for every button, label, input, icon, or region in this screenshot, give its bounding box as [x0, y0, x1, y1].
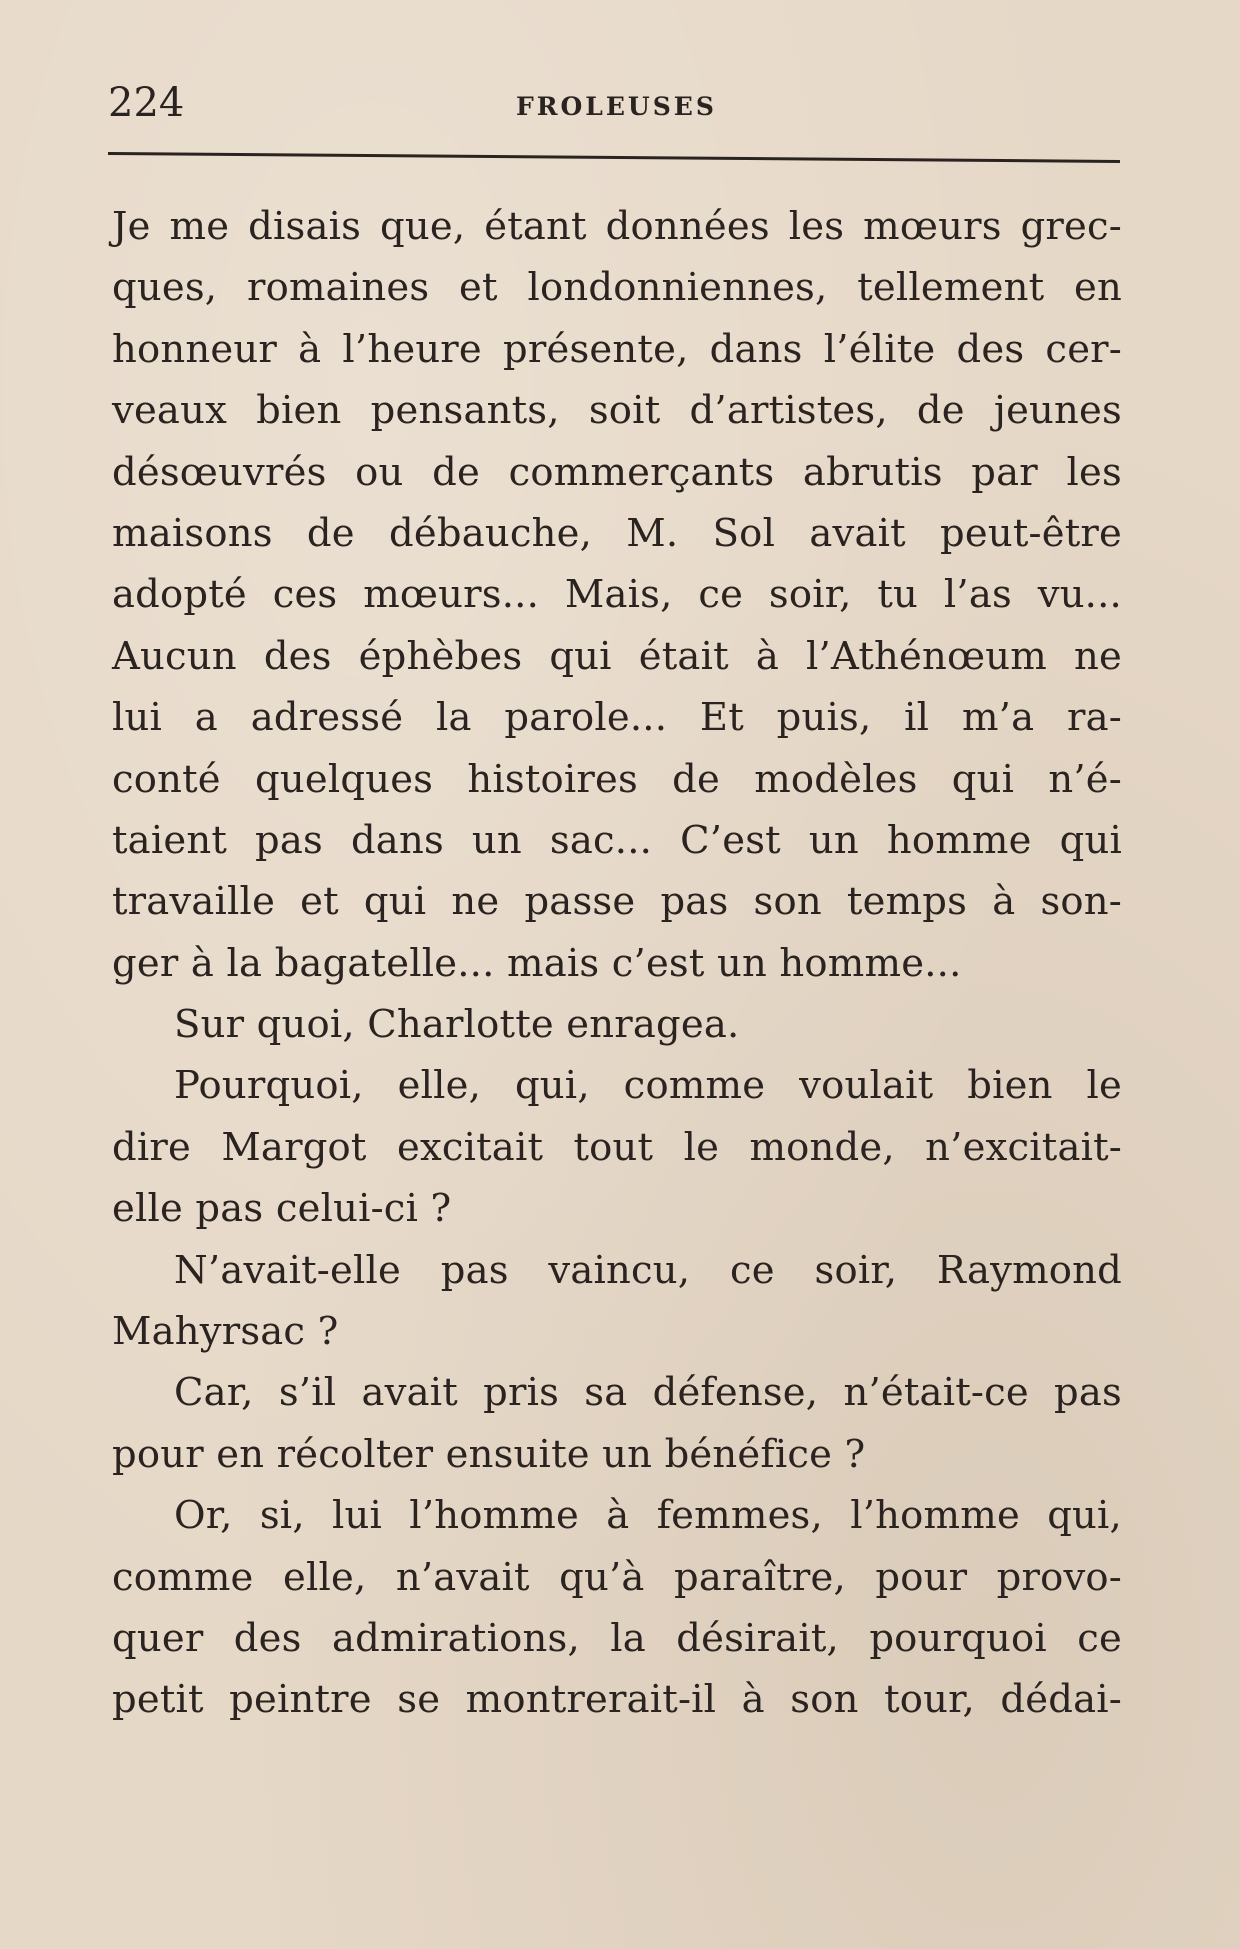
- text-line: elle pas celui-ci ?: [112, 1186, 452, 1232]
- text-line: adopté ces mœurs... Mais, ce soir, tu l’as vu...: [112, 572, 1122, 618]
- text-line: petit peintre se montrerait-il à son tour, dédai-: [112, 1677, 1122, 1723]
- text-line: travaille et qui ne passe pas son temps à son-: [112, 879, 1122, 925]
- running-head: [108, 78, 1118, 138]
- text-line: honneur à l’heure présente, dans l’élite des cer-: [112, 326, 1122, 372]
- paragraph-start-line: Car, s’il avait pris sa défense, n’était-ce pas: [174, 1370, 1122, 1416]
- paragraph-start-line: Sur quoi, Charlotte enragea.: [174, 1002, 740, 1048]
- text-line: désœuvrés ou de commerçants abrutis par les: [112, 449, 1122, 495]
- page-number: 224: [108, 80, 185, 126]
- paragraph-start-line: Pourquoi, elle, qui, comme voulait bien le: [174, 1063, 1122, 1109]
- text-line: pour en récolter ensuite un bénéfice ?: [112, 1431, 866, 1477]
- text-line: Je me disais que, étant données les mœurs grec-: [112, 204, 1122, 249]
- text-line: taient pas dans un sac... C’est un homme qui: [112, 817, 1122, 863]
- text-line: quer des admirations, la désirait, pourquoi ce: [112, 1615, 1122, 1661]
- header-rule: [108, 152, 1120, 163]
- running-title: FROLEUSES: [516, 92, 717, 121]
- paragraph-start-line: Or, si, lui l’homme à femmes, l’homme qui,: [174, 1493, 1122, 1539]
- text-line: Mahyrsac ?: [112, 1309, 339, 1355]
- text-line: Aucun des éphèbes qui était à l’Athénœum ne: [112, 633, 1122, 679]
- text-line: conté quelques histoires de modèles qui n’é-: [112, 756, 1122, 802]
- text-line: lui a adressé la parole... Et puis, il m’a ra-: [112, 695, 1122, 741]
- text-line: maisons de débauche, M. Sol avait peut-être: [112, 510, 1122, 556]
- paragraph-start-line: N’avait-elle pas vaincu, ce soir, Raymond: [174, 1247, 1122, 1293]
- text-line: ques, romaines et londonniennes, tellement en: [112, 265, 1122, 311]
- text-line: ger à la bagatelle... mais c’est un homme...: [112, 940, 962, 986]
- text-line: veaux bien pensants, soit d’artistes, de jeunes: [112, 388, 1122, 434]
- text-line: comme elle, n’avait qu’à paraître, pour provo-: [112, 1554, 1122, 1600]
- text-line: dire Margot excitait tout le monde, n’excitait-: [112, 1124, 1122, 1170]
- body-text: [112, 196, 1122, 1731]
